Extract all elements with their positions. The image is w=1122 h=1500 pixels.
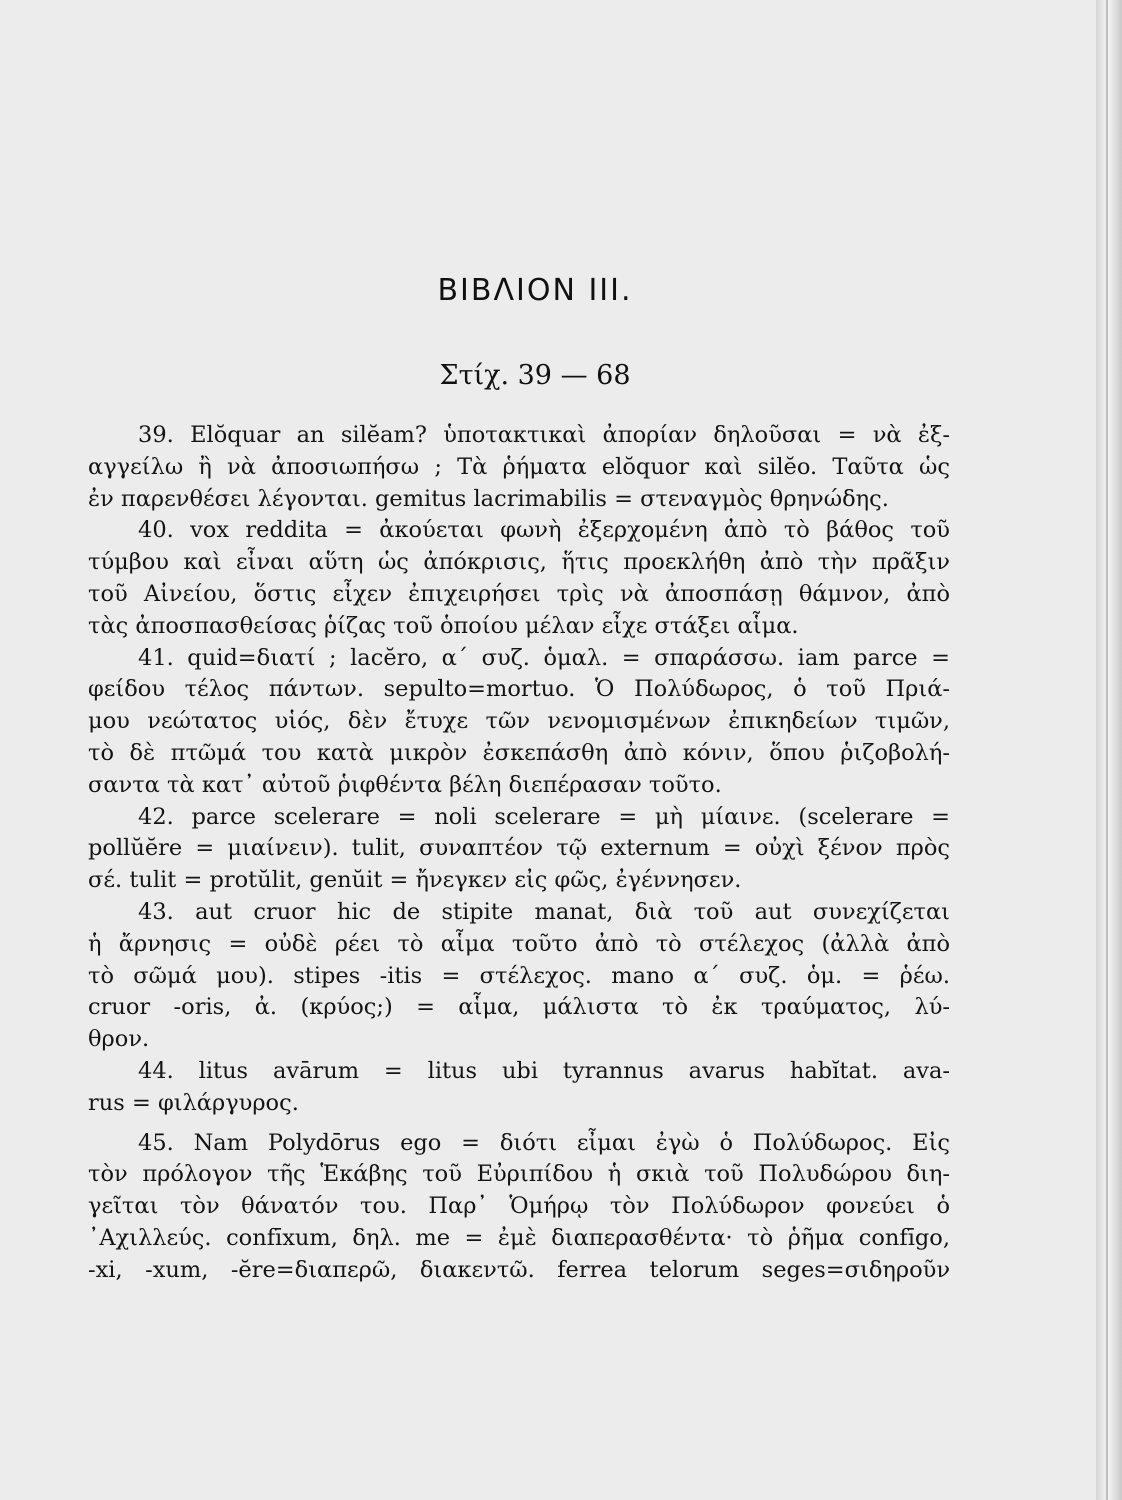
text-line: σαντα τὰ κατ᾽ αὐτοῦ ῥιφθέντα βέλη διεπέρασαν τοῦτο. <box>88 771 722 798</box>
text-line: 39. Elŏquar an silĕam? ὑποτακτικαὶ ἀπορίαν δηλοῦσαι = νὰ ἐξ- <box>138 422 950 448</box>
text-line: τὰς ἀποσπασθείσας ῥίζας τοῦ ὁποίου μέλαν εἶχε στάξει αἷμα. <box>88 612 799 639</box>
text-line: cruor -oris, ἀ. (κρύος;) = αἷμα, μάλιστα τὸ ἐκ τραύματος, λύ- <box>88 994 950 1021</box>
paragraph-41 <box>88 643 950 802</box>
paragraph-45 <box>88 1128 950 1287</box>
text-line: φείδου τέλος πάντων. sepulto=mortuo. Ὁ Πολύδωρος, ὁ τοῦ Πριά- <box>88 676 950 703</box>
paragraph-43 <box>88 897 950 1056</box>
page-edge <box>1096 0 1122 1500</box>
text-line: τὸ δὲ πτῶμά του κατὰ μικρὸν ἐσκεπάσθη ἀπὸ κόνιν, ὅπου ῥιζοβολή- <box>88 739 950 766</box>
text-line: τύμβου καὶ εἶναι αὕτη ὡς ἀπόκρισις, ἥτις προεκλήθη ἀπὸ τὴν πρᾶξιν <box>88 549 950 576</box>
text-line: 42. parce scelerare = noli scelerare = μὴ μίαινε. (scelerare = <box>138 803 950 830</box>
paragraph-40 <box>88 515 950 642</box>
paragraph-39 <box>88 420 950 515</box>
paragraph-42 <box>88 802 950 897</box>
text-line: αγγείλω ἢ νὰ ἀποσιωπήσω ; Τὰ ῥήματα elŏquor καὶ silĕo. Ταῦτα ὡς <box>88 453 950 480</box>
text-line: ᾽Αχιλλεύς. confīxum, δηλ. me = ἐμὲ διαπερασθέντα· τὸ ῥῆμα confīgo, <box>88 1224 950 1251</box>
text-line: τοῦ Αἰνείου, ὅστις εἶχεν ἐπιχειρήσει τρὶς νὰ ἀποσπάσῃ θάμνον, ἀπὸ <box>88 580 950 607</box>
text-line: 44. litus avārum = litus ubi tyrannus avarus habĭtat. ava- <box>138 1057 950 1084</box>
verse-range: Στίχ. 39 — 68 <box>439 360 631 391</box>
text-line: μου νεώτατος υἱός, δὲν ἔτυχε τῶν νενομισμένων ἐπικηδείων τιμῶν, <box>88 708 950 735</box>
text-line: τὸ σῶμά μου). stipes -itis = στέλεχος. mano α΄ συζ. ὁμ. = ῥέω. <box>88 962 950 989</box>
text-line: pollŭĕre = μιαίνειν). tulit, συναπτέον τῷ externum = οὐχὶ ξένον πρὸς <box>88 835 950 862</box>
text-line: σέ. tulit = protŭlit, genŭit = ἤνεγκεν εἰς φῶς, ἐγέννησεν. <box>88 867 742 894</box>
text-line: rus = φιλάργυρος. <box>88 1089 299 1116</box>
text-line: 43. aut cruor hic de stipite manat, διὰ τοῦ aut συνεχίζεται <box>138 898 950 925</box>
text-line: τὸν πρόλογον τῆς Ἑκάβης τοῦ Εὐριπίδου ἡ σκιὰ τοῦ Πολυδώρου διη- <box>88 1161 950 1188</box>
commentary-body <box>88 420 950 1287</box>
text-line: ἡ ἄρνησις = οὐδὲ ρέει τὸ αἷμα τοῦτο ἀπὸ τὸ στέλεχος (ἀλλὰ ἀπὸ <box>88 930 950 957</box>
paragraph-gap <box>88 1120 950 1128</box>
text-line: 40. vox reddita = ἀκούεται φωνὴ ἐξερχομένη ἀπὸ τὸ βάθος τοῦ <box>138 517 950 544</box>
text-line: γεῖται τὸν θάνατόν του. Παρ᾽ Ὁμήρῳ τὸν Πολύδωρον φονεύει ὁ <box>88 1193 950 1220</box>
text-line: 45. Nam Polydōrus ego = διότι εἶμαι ἐγὼ ὁ Πολύδωρος. Εἰς <box>138 1129 950 1156</box>
book-title: BIBΛION III. <box>437 273 633 308</box>
paragraph-44 <box>88 1056 950 1120</box>
page-edge-line <box>1106 0 1108 1500</box>
text-line: θρον. <box>88 1026 150 1053</box>
text-line: 41. quid=διατί ; lacĕro, α΄ συζ. ὁμαλ. = σπαράσσω. iam parce = <box>138 644 950 671</box>
text-line: ἐν παρενθέσει λέγονται. gemitus lacrimabilis = στεναγμὸς θρηνώδης. <box>88 485 889 512</box>
text-line: -xi, -xum, -ĕre=διαπερῶ, διακεντῶ. ferrea telorum seges=σιδηροῦν <box>88 1256 950 1283</box>
